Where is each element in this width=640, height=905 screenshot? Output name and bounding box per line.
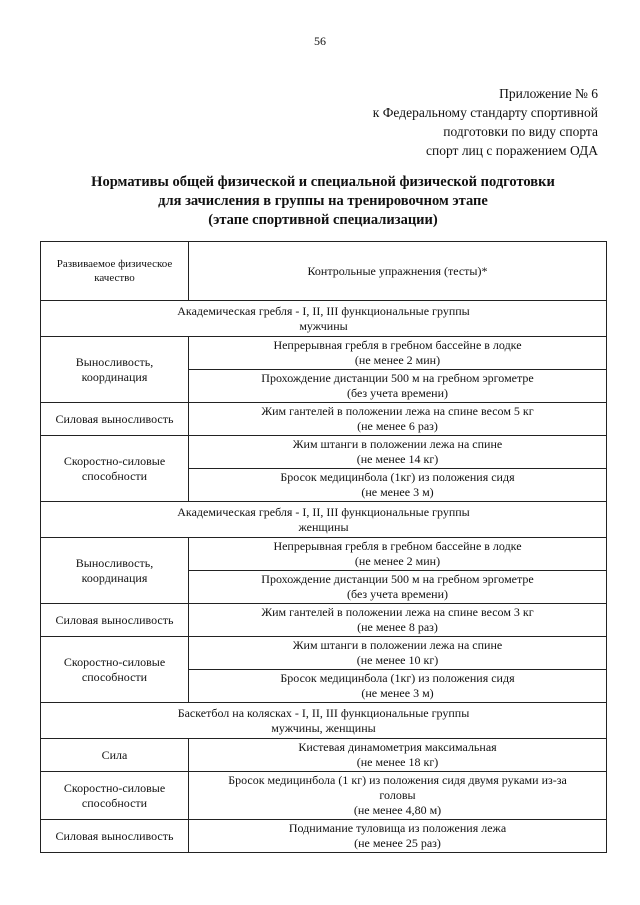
- quality-cell: Скоростно-силовые способности: [41, 637, 189, 703]
- exercise-cell: [189, 538, 607, 571]
- section-title-line: мужчины: [299, 318, 348, 333]
- table-row: [41, 820, 607, 853]
- exercise-line: (не менее 3 м): [361, 485, 434, 499]
- exercise-line: Непрерывная гребля в гребном бассейне в лодке: [273, 338, 522, 352]
- table-row: [41, 436, 607, 469]
- exercise-cell: [189, 571, 607, 604]
- exercise-cell: [189, 670, 607, 703]
- table-row: [41, 538, 607, 571]
- exercise-line: Жим штанги в положении лежа на спине: [292, 437, 503, 451]
- exercise-cell: [189, 403, 607, 436]
- exercise-line: Прохождение дистанции 500 м на гребном эргометре: [261, 371, 534, 385]
- quality-cell: Выносливость, координация: [41, 337, 189, 403]
- quality-cell: Скоростно-силовые способности: [41, 772, 189, 820]
- exercise-cell: [189, 637, 607, 670]
- exercise-line: Жим гантелей в положении лежа на спине весом 5 кг: [261, 404, 534, 418]
- table-header-row: [41, 242, 607, 301]
- quality-cell: Силовая выносливость: [41, 820, 189, 853]
- exercise-line: (не менее 6 раз): [357, 419, 438, 433]
- title-line: Нормативы общей физической и специальной физической подготовки: [91, 174, 555, 190]
- table-row: [41, 772, 607, 820]
- quality-cell: Скоростно-силовые способности: [41, 436, 189, 502]
- page-number: 56: [314, 34, 326, 48]
- appendix-line: Приложение № 6: [499, 86, 598, 101]
- exercise-line: (не менее 2 мин): [354, 353, 441, 367]
- exercise-line: Жим гантелей в положении лежа на спине весом 3 кг: [261, 605, 534, 619]
- appendix-line: спорт лиц с поражением ОДА: [426, 143, 598, 158]
- section-title-line: Академическая гребля - I, II, III функциональные группы: [177, 504, 470, 519]
- exercise-line: (не менее 18 кг): [356, 755, 439, 769]
- exercise-cell: [189, 469, 607, 502]
- exercise-cell: [189, 436, 607, 469]
- exercise-cell: [189, 337, 607, 370]
- quality-cell: Сила: [41, 739, 189, 772]
- table-row: [41, 403, 607, 436]
- section-row: [41, 703, 607, 739]
- header-quality: Развиваемое физическое качество: [41, 242, 189, 301]
- quality-cell: Выносливость, координация: [41, 538, 189, 604]
- exercise-line: (без учета времени): [347, 587, 448, 601]
- exercise-line: (без учета времени): [347, 386, 448, 400]
- table-row: [41, 337, 607, 370]
- exercise-line: Бросок медицинбола (1 кг) из положения сидя двумя руками из-за: [228, 773, 567, 787]
- section-title-line: мужчины, женщины: [271, 720, 376, 735]
- appendix-reference: [373, 84, 598, 160]
- section-title: [41, 502, 607, 538]
- section-row: [41, 301, 607, 337]
- exercise-line: Жим штанги в положении лежа на спине: [292, 638, 503, 652]
- section-title-line: Баскетбол на колясках - I, II, III функциональные группы: [177, 705, 470, 720]
- exercise-line: (не менее 25 раз): [354, 836, 441, 850]
- exercise-cell: [189, 370, 607, 403]
- exercise-line: Прохождение дистанции 500 м на гребном эргометре: [261, 572, 534, 586]
- exercise-line: Непрерывная гребля в гребном бассейне в лодке: [273, 539, 522, 553]
- exercise-line: Кистевая динамометрия максимальная: [298, 740, 497, 754]
- section-title: [41, 703, 607, 739]
- exercise-cell: [189, 772, 607, 820]
- appendix-line: подготовки по виду спорта: [443, 124, 598, 139]
- exercise-line: (не менее 10 кг): [356, 653, 439, 667]
- norms-table: [40, 241, 607, 853]
- exercise-line: Бросок медицинбола (1кг) из положения сидя: [280, 671, 515, 685]
- section-title-line: Академическая гребля - I, II, III функциональные группы: [177, 303, 470, 318]
- exercise-cell: [189, 604, 607, 637]
- exercise-line: Поднимание туловища из положения лежа: [288, 821, 507, 835]
- section-title-line: женщины: [298, 519, 349, 534]
- exercise-line: (не менее 2 мин): [354, 554, 441, 568]
- title-line: для зачисления в группы на тренировочном этапе: [158, 193, 488, 209]
- exercise-line: (не менее 8 раз): [357, 620, 438, 634]
- table-row: [41, 739, 607, 772]
- exercise-line: (не менее 3 м): [361, 686, 434, 700]
- title-line: (этапе спортивной специализации): [208, 212, 438, 228]
- header-tests: Контрольные упражнения (тесты)*: [189, 242, 607, 301]
- quality-cell: Силовая выносливость: [41, 604, 189, 637]
- exercise-cell: [189, 739, 607, 772]
- exercise-cell: [189, 820, 607, 853]
- table-row: [41, 637, 607, 670]
- section-title: [41, 301, 607, 337]
- section-row: [41, 502, 607, 538]
- table-row: [41, 604, 607, 637]
- document-title: [40, 173, 606, 230]
- exercise-line: (не менее 14 кг): [356, 452, 439, 466]
- quality-cell: Силовая выносливость: [41, 403, 189, 436]
- exercise-line: головы: [379, 788, 416, 802]
- exercise-line: Бросок медицинбола (1кг) из положения сидя: [280, 470, 515, 484]
- appendix-line: к Федеральному стандарту спортивной: [372, 105, 598, 120]
- exercise-line: (не менее 4,80 м): [353, 803, 442, 817]
